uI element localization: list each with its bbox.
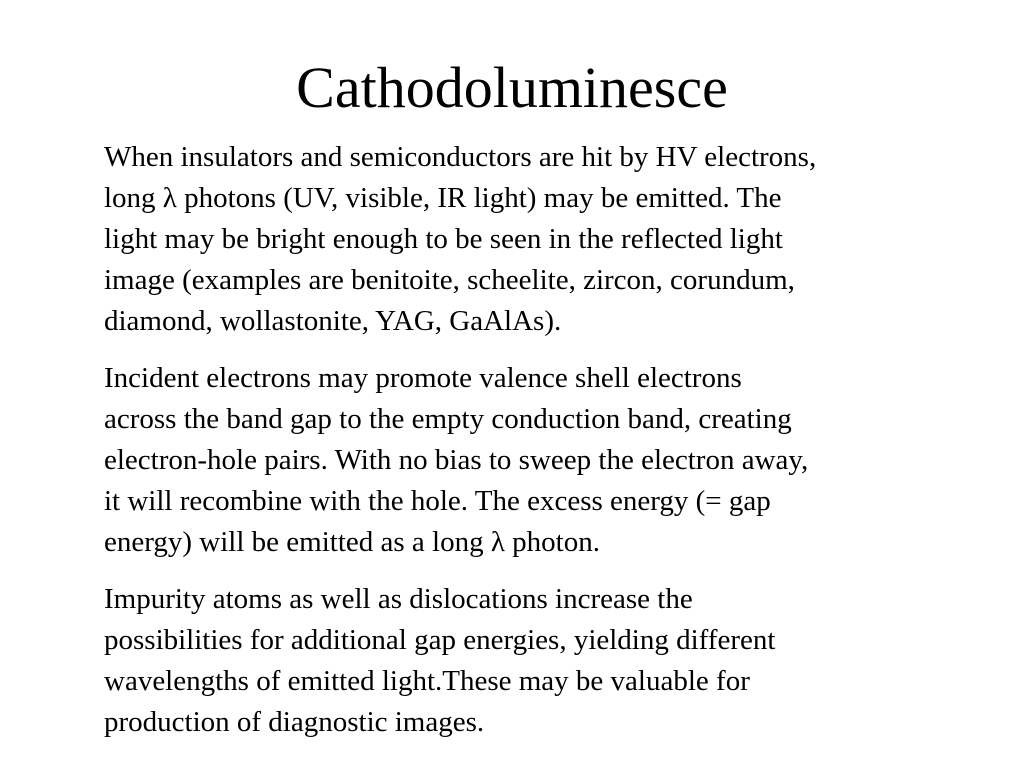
- slide-body: [104, 137, 964, 759]
- paragraph-band-gap: [104, 358, 964, 563]
- text-line: long λ photons (UV, visible, IR light) may be emitted. The: [104, 182, 782, 214]
- text-line: When insulators and semiconductors are hit by HV electrons,: [104, 141, 817, 173]
- text-line: electron-hole pairs. With no bias to sweep the electron away,: [104, 444, 809, 476]
- text-line: light may be bright enough to be seen in the reflected light: [104, 223, 783, 255]
- text-line: energy) will be emitted as a long λ photon.: [104, 526, 600, 558]
- text-line: it will recombine with the hole. The excess energy (= gap: [104, 485, 771, 517]
- text-line: wavelengths of emitted light.These may be valuable for: [104, 665, 750, 697]
- text-line: image (examples are benitoite, scheelite, zircon, corundum,: [104, 264, 795, 296]
- text-line: Impurity atoms as well as dislocations increase the: [104, 583, 693, 615]
- paragraph-emission: [104, 137, 964, 342]
- text-line: production of diagnostic images.: [104, 706, 485, 738]
- text-line: across the band gap to the empty conduction band, creating: [104, 403, 792, 435]
- paragraph-impurities: [104, 579, 964, 743]
- text-line: Incident electrons may promote valence shell electrons: [104, 362, 742, 394]
- slide-title: Cathodoluminesce: [296, 55, 728, 120]
- text-line: possibilities for additional gap energies, yielding different: [104, 624, 776, 656]
- text-line: diamond, wollastonite, YAG, GaAlAs).: [104, 305, 562, 337]
